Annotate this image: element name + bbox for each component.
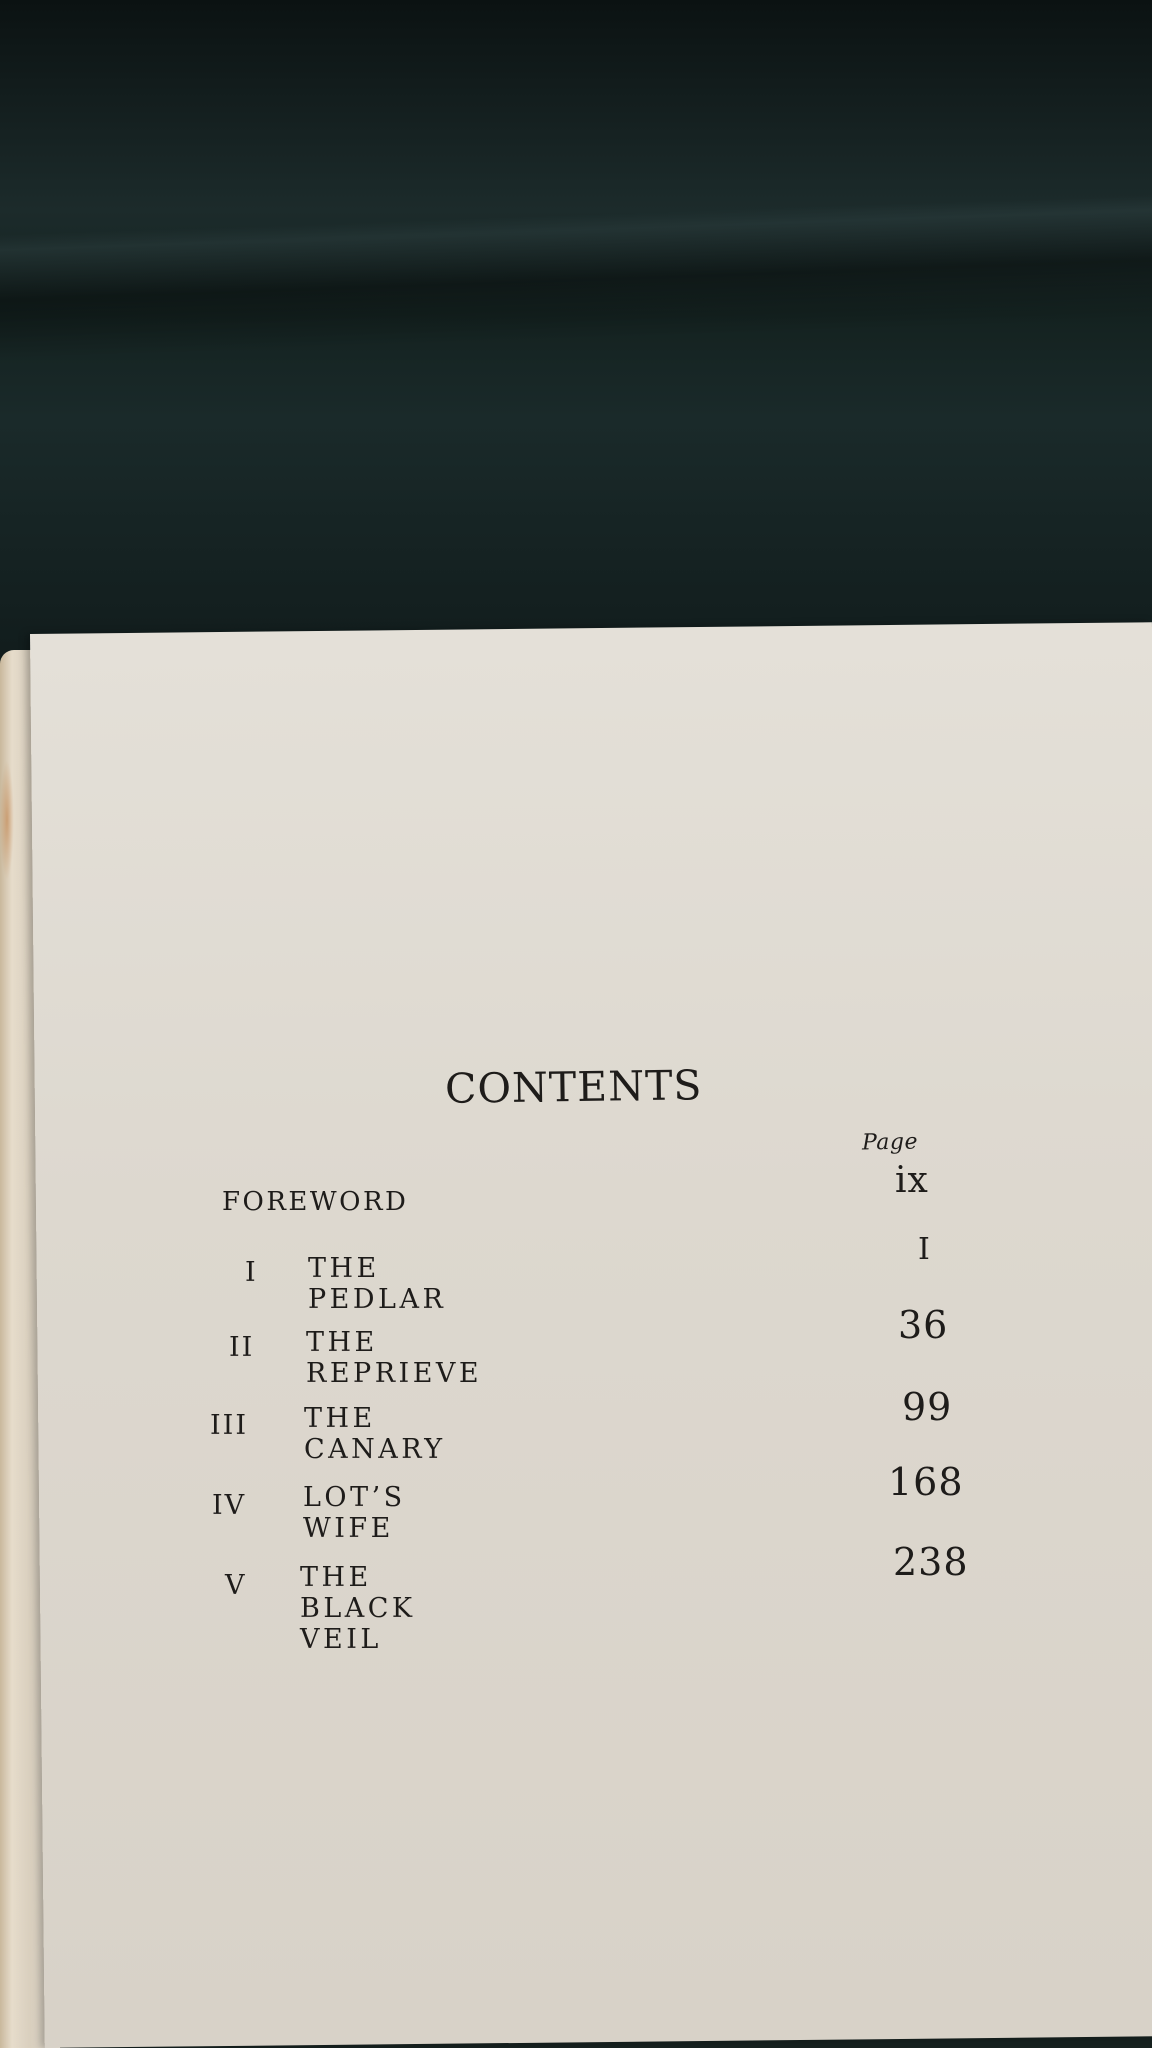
- toc-entry-title: THE CANARY: [304, 1403, 446, 1465]
- contents-heading: CONTENTS: [444, 1061, 703, 1113]
- toc-entry-page: I: [918, 1232, 931, 1267]
- toc-entry-title: THE PEDLAR: [308, 1253, 447, 1315]
- toc-entry-page: 168: [888, 1460, 964, 1504]
- toc-entry-title: LOT’S WIFE: [303, 1482, 406, 1544]
- toc-entry-numeral: I: [245, 1257, 258, 1288]
- toc-entry-title: FOREWORD: [222, 1187, 409, 1217]
- toc-entry-page: 99: [902, 1385, 953, 1429]
- toc-entry-page: 36: [898, 1303, 949, 1347]
- toc-entry-title: THE BLACK VEIL: [300, 1562, 416, 1655]
- toc-entry-numeral: IV: [212, 1490, 247, 1521]
- toc-entry-title: THE REPRIEVE: [306, 1327, 483, 1389]
- toc-entry-numeral: V: [225, 1570, 247, 1601]
- toc-entry-page: ix: [895, 1160, 929, 1201]
- toc-entry-page: 238: [893, 1540, 969, 1584]
- toc-entry-numeral: III: [210, 1410, 248, 1441]
- page-column-label: Page: [861, 1129, 919, 1156]
- toc-entry-numeral: II: [229, 1332, 255, 1363]
